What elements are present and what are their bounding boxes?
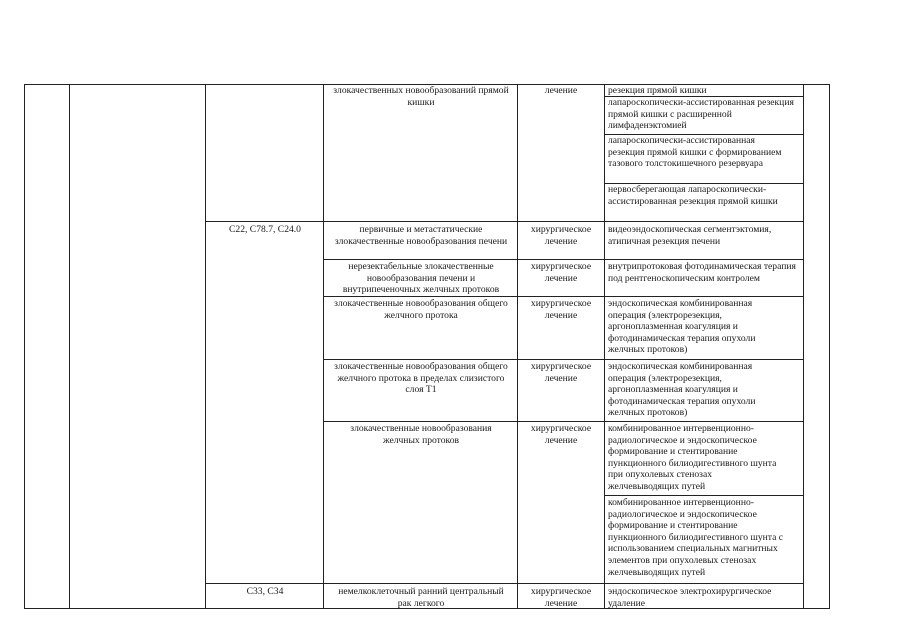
table-cell-diagnosis: нерезектабельные злокачественные новообразования печени и внутрипеченочных желчных протоков <box>342 261 500 296</box>
column-divider <box>803 84 804 609</box>
column-divider <box>604 84 605 609</box>
row-divider <box>323 421 804 422</box>
table-cell-code: C33, C34 <box>246 586 284 597</box>
table-cell-treatment: хирургическое лечение <box>530 586 592 609</box>
table-cell-diagnosis: злокачественные новообразования желчных протоков <box>350 423 492 446</box>
table-cell-diagnosis: немелкоклеточный ранний центральный рак легкого <box>338 586 504 609</box>
column-divider <box>517 84 518 609</box>
row-divider <box>323 296 804 297</box>
table-cell-method: эндоскопическая комбинированная операция (электрорезекция, аргоноплазменная коагуляция и фотодинамическая терапия опухоли желчных протоков) <box>608 361 756 419</box>
table-cell-method: лапароскопически-ассистированная резекция прямой кишки с формированием тазового толстокишечного резервуара <box>608 135 782 170</box>
table-cell-method: внутрипротоковая фотодинамическая терапия под рентгеноскопическим контролем <box>608 261 796 284</box>
table-cell-method: комбинированное интервенционно-радиологическое и эндоскопическое формирование и стентирование пункционного билиодигестивного шунта с использованием специальных магнитных элементов при опухолевых стенозах желчевыводящих путей <box>608 497 784 578</box>
table-cell-treatment: хирургическое лечение <box>530 361 592 384</box>
table-cell-diagnosis: злокачественные новообразования общего желчного протока в пределах слизистого слоя T1 <box>334 361 508 396</box>
table-cell-method: эндоскопическая комбинированная операция (электрорезекция, аргоноплазменная коагуляция и фотодинамическая терапия опухоли желчных протоков) <box>608 298 756 356</box>
column-divider <box>205 84 206 609</box>
table-cell-treatment: хирургическое лечение <box>530 261 592 284</box>
table-cell-treatment: хирургическое лечение <box>530 298 592 321</box>
column-divider <box>69 84 70 609</box>
table-cell-treatment: хирургическое лечение <box>530 224 592 247</box>
row-divider <box>205 583 804 584</box>
table-cell-treatment: хирургическое лечение <box>530 423 592 446</box>
table-cell-method: эндоскопическое электрохирургическое удаление <box>608 586 772 609</box>
table-cell-method: нервосберегающая лапароскопически-ассистированная резекция прямой кишки <box>608 184 778 207</box>
table-cell-method: резекция прямой кишки <box>608 85 707 96</box>
table-cell-method: видеоэндоскопическая сегментэктомия, атипичная резекция печени <box>608 224 772 247</box>
row-divider <box>323 259 804 260</box>
sub-row-divider <box>604 495 804 496</box>
row-divider <box>323 359 804 360</box>
table-cell-treatment: лечение <box>544 85 578 96</box>
table-cell-diagnosis: первичные и метастатические злокачественные новообразования печени <box>334 224 508 247</box>
table-cell-method: лапароскопически-ассистированная резекция прямой кишки с расширенной лимфаденэктомией <box>608 97 794 132</box>
table-cell-method: комбинированное интервенционно-радиологическое и эндоскопическое формирование и стентирование пункционного билиодигестивного шунта при опухолевых стенозах желчевыводящих путей <box>608 423 777 492</box>
table-cell-code: C22, C78.7, C24.0 <box>229 224 301 235</box>
column-divider <box>323 84 324 609</box>
row-divider <box>205 221 804 222</box>
table-cell-diagnosis: злокачественных новообразований прямой кишки <box>333 85 509 108</box>
table-cell-diagnosis: злокачественные новообразования общего желчного протока <box>334 298 508 321</box>
